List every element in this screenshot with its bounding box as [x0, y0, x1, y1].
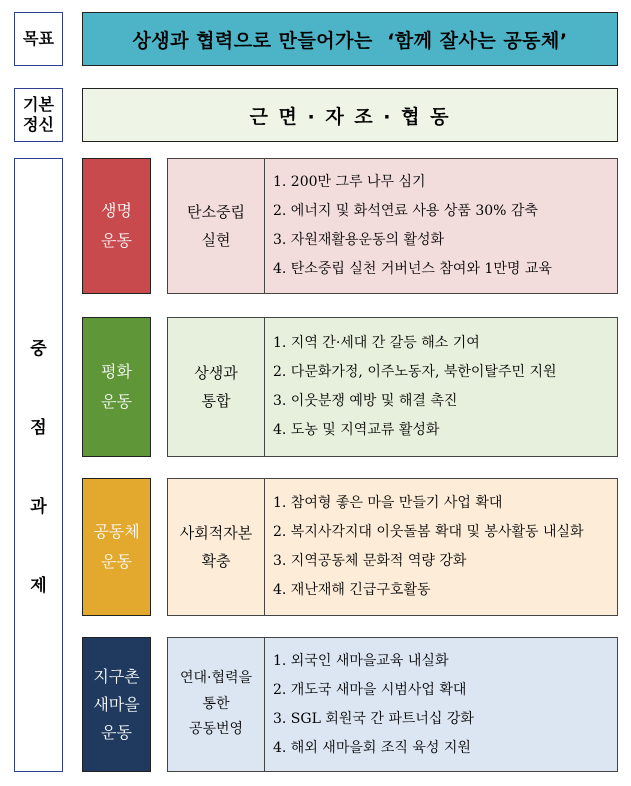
- category-text: 확충: [201, 552, 231, 570]
- category-social-capital: [167, 478, 265, 616]
- items-peace: [264, 317, 618, 457]
- focus-char: 제: [30, 576, 47, 596]
- category-text: 탄소중립: [187, 202, 245, 221]
- category-carbon-neutral: [167, 158, 265, 294]
- list-item: 1. 참여형 좋은 마을 만들기 사업 확대: [273, 495, 503, 511]
- category-text: 통한: [202, 695, 230, 712]
- goal-text: 상생과 협력으로 만들어가는 ‘함께 잘사는 공동체’: [132, 29, 568, 52]
- items-community: [264, 478, 618, 616]
- category-text: 통합: [201, 392, 231, 410]
- category-text: 공동번영: [188, 721, 244, 738]
- focus-tasks-label: [14, 158, 63, 772]
- category-text: 연대·협력을: [179, 669, 253, 686]
- spirit-label-line1: 기본: [23, 95, 54, 114]
- list-item: 3. 이웃분쟁 예방 및 해결 촉진: [273, 393, 458, 409]
- items-global: [264, 637, 618, 772]
- list-item: 4. 도농 및 지역교류 활성화: [273, 422, 440, 438]
- movement-name: 운동: [101, 231, 132, 250]
- spirit-box: [82, 88, 618, 142]
- movement-name: 운동: [101, 722, 132, 742]
- movement-name: 생명: [101, 200, 132, 220]
- list-item: 3. 자원재활용운동의 활성화: [273, 232, 445, 248]
- goal-label: [14, 12, 63, 66]
- list-item: 1. 지역 간·세대 간 갈등 해소 기여: [273, 335, 480, 351]
- focus-char: 과: [30, 497, 47, 517]
- items-life: [264, 158, 618, 294]
- category-solidarity: [167, 637, 265, 772]
- movement-life: [82, 158, 151, 294]
- list-item: 3. SGL 회원국 간 파트너십 강화: [273, 710, 474, 727]
- movement-name: 평화: [101, 361, 132, 381]
- spirit-text: 근 면 · 자 조 · 협 동: [249, 105, 451, 128]
- focus-char: 중: [30, 339, 47, 359]
- goal-box: [82, 12, 618, 66]
- movement-community: [82, 478, 151, 616]
- movement-name: 운동: [101, 552, 132, 571]
- movement-name: 운동: [101, 392, 132, 411]
- list-item: 1. 200만 그루 나무 심기: [273, 174, 426, 190]
- list-item: 2. 개도국 새마을 시범사업 확대: [273, 681, 467, 698]
- spirit-label: [14, 88, 63, 142]
- list-item: 4. 해외 새마을회 조직 육성 지원: [273, 739, 471, 756]
- movement-peace: [82, 317, 151, 457]
- category-coexistence: [167, 317, 265, 457]
- spirit-label-line2: 정신: [23, 115, 54, 134]
- list-item: 1. 외국인 새마을교육 내실화: [273, 652, 449, 669]
- goal-label-text: 목표: [23, 29, 54, 48]
- movement-name: 지구촌: [93, 666, 140, 686]
- category-text: 실현: [201, 231, 231, 249]
- category-text: 상생과: [194, 363, 238, 382]
- movement-name: 공동체: [93, 521, 140, 541]
- movement-global: [82, 637, 151, 772]
- movement-name: 새마을: [93, 694, 140, 714]
- list-item: 2. 복지사각지대 이웃돌봄 확대 및 봉사활동 내실화: [273, 524, 584, 540]
- list-item: 4. 재난재해 긴급구호활동: [273, 582, 431, 598]
- category-text: 사회적자본: [179, 523, 253, 542]
- list-item: 2. 에너지 및 화석연료 사용 상품 30% 감축: [273, 203, 538, 219]
- list-item: 2. 다문화가정, 이주노동자, 북한이탈주민 지원: [273, 364, 557, 380]
- focus-char: 점: [30, 418, 47, 438]
- list-item: 3. 지역공동체 문화적 역량 강화: [273, 553, 467, 569]
- list-item: 4. 탄소중립 실천 거버넌스 참여와 1만명 교육: [273, 261, 552, 277]
